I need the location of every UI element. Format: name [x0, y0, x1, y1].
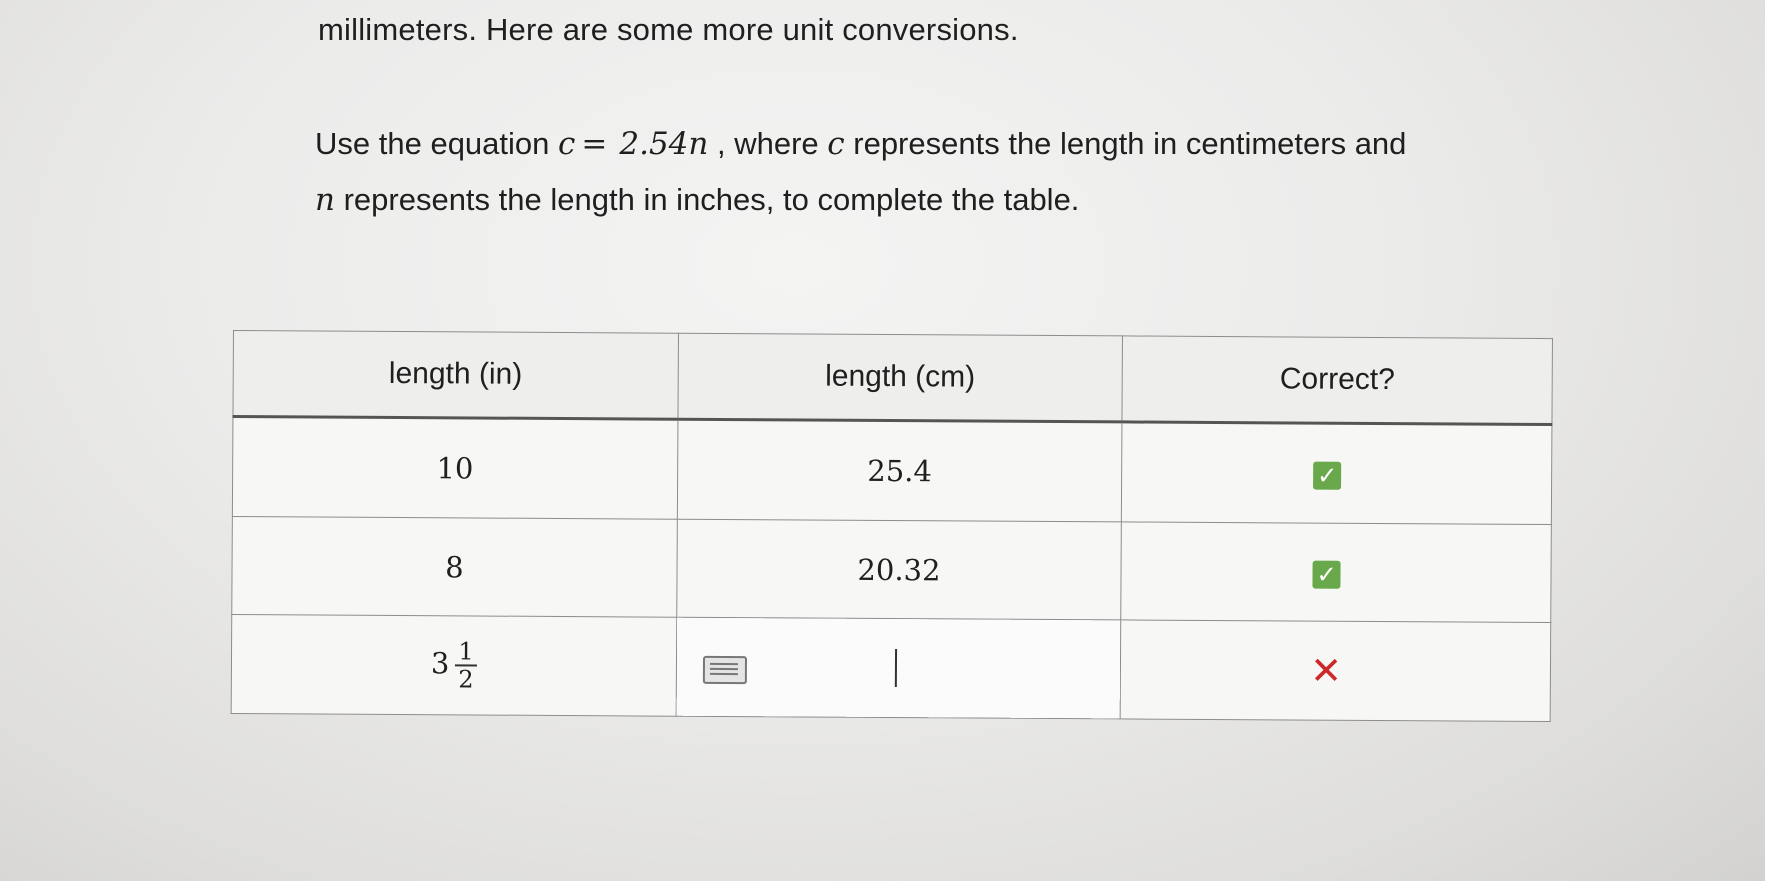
header-length-cm: length (cm)	[678, 333, 1123, 422]
keyboard-icon[interactable]	[702, 656, 746, 684]
cell-inches: 8	[232, 516, 677, 617]
fraction-denominator: 2	[458, 665, 474, 694]
intro-text: millimeters. Here are some more unit conversions.	[318, 12, 1019, 47]
instructions-text: Use the equation	[315, 126, 559, 161]
equation-rhs: 2.54n	[619, 126, 709, 162]
check-icon: ✓	[1313, 461, 1341, 489]
instructions-text: represents the length in inches, to complete the table.	[334, 182, 1080, 217]
table-row	[232, 516, 1552, 623]
mixed-whole: 3	[430, 646, 450, 681]
table-row	[231, 615, 1551, 722]
table-row	[232, 417, 1552, 525]
header-length-in: length (in)	[233, 331, 678, 420]
cell-cm: 20.32	[676, 519, 1121, 620]
cell-inches: 10	[232, 417, 677, 519]
var-n: n	[315, 182, 335, 218]
var-c: c	[827, 126, 845, 162]
cell-correct	[1120, 620, 1550, 721]
instructions-text: , where	[708, 126, 828, 161]
cell-correct	[1121, 522, 1551, 623]
cell-correct	[1122, 422, 1552, 524]
cm-answer-input[interactable]	[676, 618, 1121, 719]
conversion-table	[231, 330, 1553, 722]
table-header-row	[233, 331, 1553, 425]
equation-equals: =	[581, 126, 614, 162]
check-icon: ✓	[1313, 560, 1341, 588]
cell-cm: 25.4	[677, 419, 1122, 521]
equation-var-c: c	[558, 126, 576, 162]
cross-icon: ✕	[1310, 648, 1343, 693]
instructions-text: represents the length in centimeters and	[844, 126, 1407, 161]
fraction-numerator: 1	[455, 639, 476, 667]
text-cursor	[894, 649, 896, 687]
header-correct: Correct?	[1122, 336, 1552, 425]
fraction	[455, 639, 477, 693]
cell-inches-mixed-number	[231, 615, 676, 716]
instructions	[315, 116, 1415, 228]
